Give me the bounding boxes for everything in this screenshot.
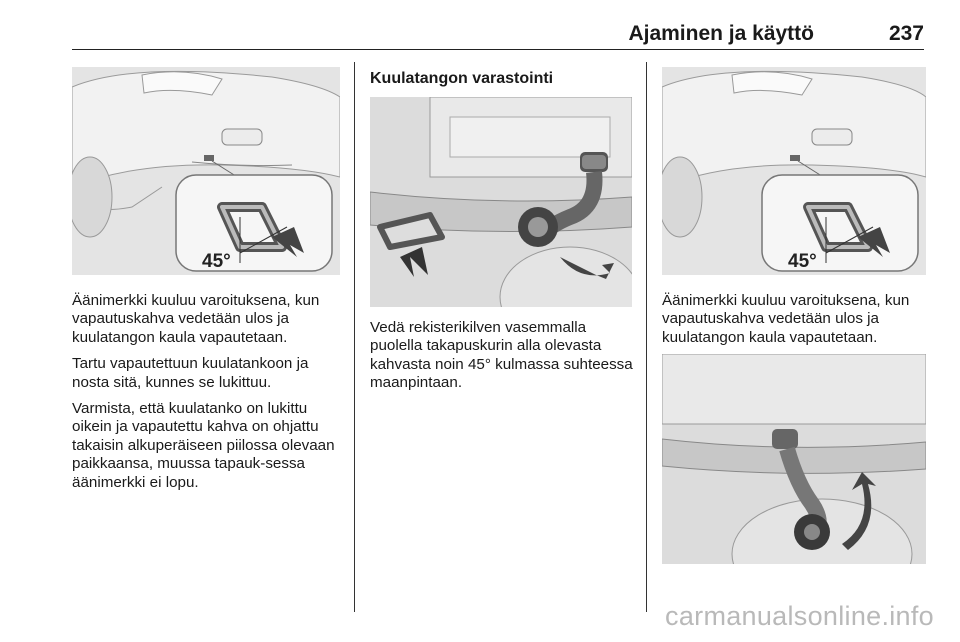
left-paragraph-3: Varmista, että kuulatanko on lukittu oikein ja vapautettu kahva on ohjattu takaisin alkuperäiseen piilossa olevaan paikkaansa, muussa tapauk-sessa äänimerkki ei lopu.: [72, 400, 335, 491]
middle-text-block: [370, 319, 634, 401]
page-number: 237: [888, 22, 924, 45]
illustration-car-rear-right: [662, 67, 926, 275]
middle-paragraph-1: Vedä rekisterikilven vasemmalla puolella takapuskurin alla olevasta kahvasta noin 45° kulmassa suhteessa maanpintaan.: [370, 319, 633, 392]
left-paragraph-2: Tartu vapautettuun kuulatankoon ja nosta sitä, kunnes se lukittuu.: [72, 355, 309, 391]
figure-angle-label-left: 45°: [202, 251, 231, 272]
illustration-car-rear-left: [72, 67, 340, 275]
right-paragraph-1: Äänimerkki kuuluu varoituksena, kun vapautuskahva vedetään ulos ja kuulatangon kaula vapautetaan.: [662, 292, 910, 346]
figure-release-handle-left: [72, 67, 340, 275]
figure-angle-label-right: 45°: [788, 251, 817, 272]
figure-tow-bar-storage: [370, 97, 632, 307]
section-title: Kuulatangon varastointi: [370, 70, 554, 87]
column-divider-right: [646, 62, 647, 612]
illustration-tow-bar-storage: [370, 97, 632, 307]
header-rule: [72, 49, 924, 50]
header-title: Ajaminen ja käyttö: [628, 22, 814, 45]
illustration-tow-bar-lift: [662, 354, 926, 564]
figure-release-handle-right: [662, 67, 926, 275]
left-text-block: [72, 292, 344, 500]
watermark: carmanualsonline.info: [665, 601, 934, 631]
right-text-block: [662, 292, 928, 355]
column-divider-left: [354, 62, 355, 612]
left-paragraph-1: Äänimerkki kuuluu varoituksena, kun vapautuskahva vedetään ulos ja kuulatangon kaula vapautetaan.: [72, 292, 320, 346]
figure-tow-bar-lift: [662, 354, 926, 564]
page-header: [72, 22, 924, 46]
